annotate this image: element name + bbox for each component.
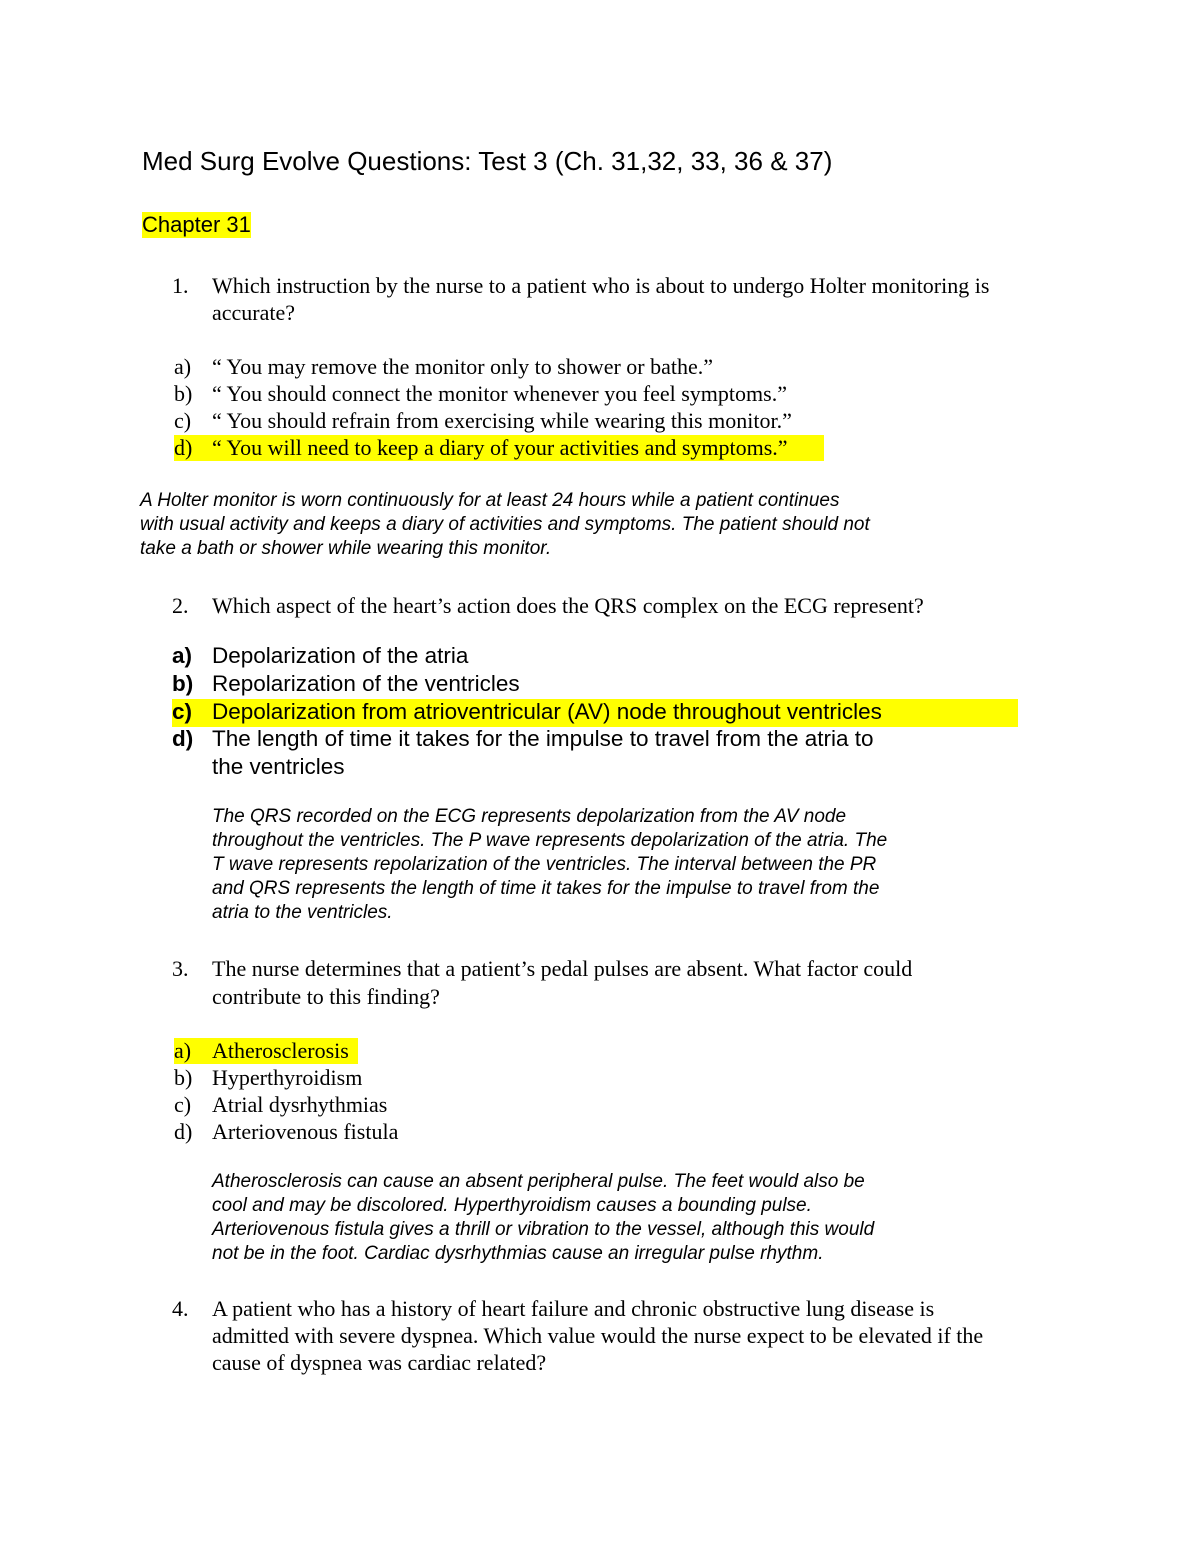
answer-letter: c) xyxy=(172,699,193,724)
question-2-text-line: Which aspect of the heart’s action does the QRS complex on the ECG represent? xyxy=(212,593,924,618)
chapter-heading: Chapter 31 xyxy=(142,212,251,237)
explanation-line: throughout the ventricles. The P wave represents depolarization of the atria. The xyxy=(212,830,888,851)
answer-letter: b) xyxy=(174,381,193,406)
correct-answer xyxy=(174,435,824,461)
answer-option: Arteriovenous fistula xyxy=(212,1119,399,1144)
question-3-text-line: The nurse determines that a patient’s pedal pulses are absent. What factor could xyxy=(212,956,913,981)
question-4-text-line: cause of dyspnea was cardiac related? xyxy=(212,1350,547,1375)
question-3-text-line: contribute to this finding? xyxy=(212,984,440,1009)
question-2-number: 2. xyxy=(172,593,189,618)
question-3-number: 3. xyxy=(172,956,189,981)
explanation-line: take a bath or shower while wearing this monitor. xyxy=(140,538,552,559)
answer-option: Hyperthyroidism xyxy=(212,1065,363,1090)
explanation-line: cool and may be discolored. Hyperthyroidism causes a bounding pulse. xyxy=(212,1195,812,1216)
answer-option: “ You may remove the monitor only to shower or bathe.” xyxy=(212,354,714,379)
answer-option: Depolarization from atrioventricular (AV) node throughout ventricles xyxy=(212,699,882,724)
question-4-text-line: admitted with severe dyspnea. Which value would the nurse expect to be elevated if the xyxy=(212,1323,984,1348)
page-title: Med Surg Evolve Questions: Test 3 (Ch. 31,32, 33, 36 & 37) xyxy=(142,146,833,176)
answer-option: Atherosclerosis xyxy=(212,1038,349,1063)
answer-option: “ You should connect the monitor whenever you feel symptoms.” xyxy=(212,381,787,406)
question-4-number: 4. xyxy=(172,1296,189,1321)
explanation-line: and QRS represents the length of time it takes for the impulse to travel from the xyxy=(212,878,880,899)
answer-letter: c) xyxy=(174,408,192,433)
answer-option: Depolarization of the atria xyxy=(212,643,469,668)
explanation-line: T wave represents repolarization of the ventricles. The interval between the PR xyxy=(212,854,877,875)
answer-option: The length of time it takes for the impulse to travel from the atria to xyxy=(212,726,874,751)
correct-answer xyxy=(174,1038,358,1064)
question-1-number: 1. xyxy=(172,273,189,298)
answer-option: “ You should refrain from exercising while wearing this monitor.” xyxy=(212,408,792,433)
answer-letter: a) xyxy=(174,354,192,379)
answer-option: “ You will need to keep a diary of your activities and symptoms.” xyxy=(212,435,788,460)
answer-letter: d) xyxy=(172,726,194,751)
explanation-line: Atherosclerosis can cause an absent peripheral pulse. The feet would also be xyxy=(212,1171,865,1192)
explanation-line: A Holter monitor is worn continuously for at least 24 hours while a patient continues xyxy=(140,490,840,511)
answer-option: the ventricles xyxy=(212,754,345,779)
answer-letter: b) xyxy=(172,671,194,696)
answer-letter: d) xyxy=(174,435,193,460)
answer-letter: a) xyxy=(174,1038,192,1063)
question-1-text-line: Which instruction by the nurse to a patient who is about to undergo Holter monitoring is xyxy=(212,273,990,298)
answer-letter: b) xyxy=(174,1065,193,1090)
answer-option: Repolarization of the ventricles xyxy=(212,671,520,696)
explanation-line: The QRS recorded on the ECG represents depolarization from the AV node xyxy=(212,806,847,827)
answer-letter: d) xyxy=(174,1119,193,1144)
question-1-text-line: accurate? xyxy=(212,300,296,325)
explanation-line: atria to the ventricles. xyxy=(212,902,393,923)
explanation-line: with usual activity and keeps a diary of activities and symptoms. The patient should not xyxy=(140,514,870,535)
explanation-line: not be in the foot. Cardiac dysrhythmias cause an irregular pulse rhythm. xyxy=(212,1243,824,1264)
question-4-text-line: A patient who has a history of heart failure and chronic obstructive lung disease is xyxy=(212,1296,935,1321)
answer-option: Atrial dysrhythmias xyxy=(212,1092,388,1117)
answer-letter: c) xyxy=(174,1092,192,1117)
correct-answer xyxy=(172,699,1018,727)
explanation-line: Arteriovenous fistula gives a thrill or vibration to the vessel, although this would xyxy=(212,1219,875,1240)
answer-letter: a) xyxy=(172,643,193,668)
